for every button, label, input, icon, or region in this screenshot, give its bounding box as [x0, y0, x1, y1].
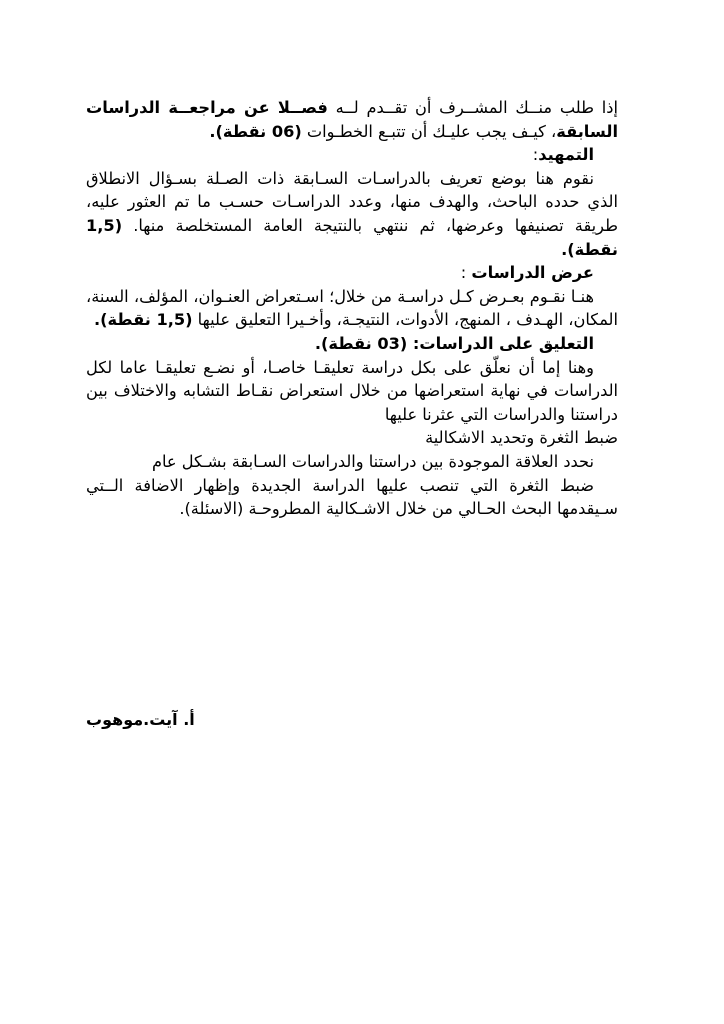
- document-body: [86, 96, 618, 521]
- signature: أ. آيت.موهوب: [86, 710, 195, 729]
- commentary-paragraph: وهنا إما أن نعلّق على بكل دراسة تعليقـا خاصـا، أو نضـع تعليقـا عاما لكل الدراسات في نهاية استعراضها من خلال استعراض نقـاط التشابه والاختلاف بين دراستنا والدراسات التي عثرنا عليها: [86, 357, 618, 424]
- section-heading-intro: [86, 143, 618, 167]
- heading-text: التمهيد: [538, 145, 594, 165]
- body-text: هنـا نقـوم بعـرض كـل دراسـة من خلال؛ اسـتعراض العنـوان، المؤلف، السنة، المكان، الهـدف ، المنهج، الأدوات، النتيجـة، وأخـيرا التعليق عليها: [86, 286, 618, 330]
- heading-text: عرض الدراسات: [471, 263, 594, 283]
- intro-paragraph: [86, 96, 618, 143]
- section-body-review: [86, 285, 618, 332]
- intro-points: (06 نقطة).: [209, 121, 302, 141]
- heading-colon: :: [532, 145, 539, 165]
- intro-text-2: ، كيـف يجب عليـك أن تتبـع الخطـوات: [301, 121, 557, 141]
- commentary-paragraph: ضبط الثغرة التي تنصب عليها الدراسة الجديدة وإظهار الاضافة الــتي سـيقدمها البحث الحـالي من خلال الاشـكالية المطروحـة (الاسئلة).: [86, 475, 618, 519]
- section-body-intro: [86, 167, 618, 261]
- section-heading-review: [86, 261, 618, 285]
- section-points: (03 نقطة).: [314, 333, 413, 353]
- section-heading-commentary: [86, 332, 618, 356]
- commentary-paragraph: نحدد العلاقة الموجودة بين دراستنا والدراسات السـابقة بشـكل عام: [151, 451, 594, 471]
- heading-colon: :: [460, 263, 472, 283]
- section-points: (1,5 نقطة).: [93, 310, 193, 330]
- intro-text: إذا طلب منــك المشــرف أن تقــدم لــه: [327, 98, 619, 117]
- section-points: (1,5 نقطة).: [86, 215, 618, 259]
- intro-bold-topic: فصــلا عن مراجعــة الدراسات السابقة: [86, 98, 618, 141]
- body-text: نقوم هنا بوضع تعريف بالدراسـات السـابقة ذات الصـلة بسـؤال الانطلاق الذي حدده الباحث، والهدف منها، وعدد الدراسـات حسـب ما تم العثور عليه، طريقة تصنيفها وعرضها، ثم ننتهي بالنتيجة العامة المستخلصة منها.: [86, 168, 618, 235]
- heading-text: التعليق على الدراسات:: [412, 333, 594, 353]
- commentary-subheading: ضبط الثغرة وتحديد الاشكالية: [425, 428, 618, 448]
